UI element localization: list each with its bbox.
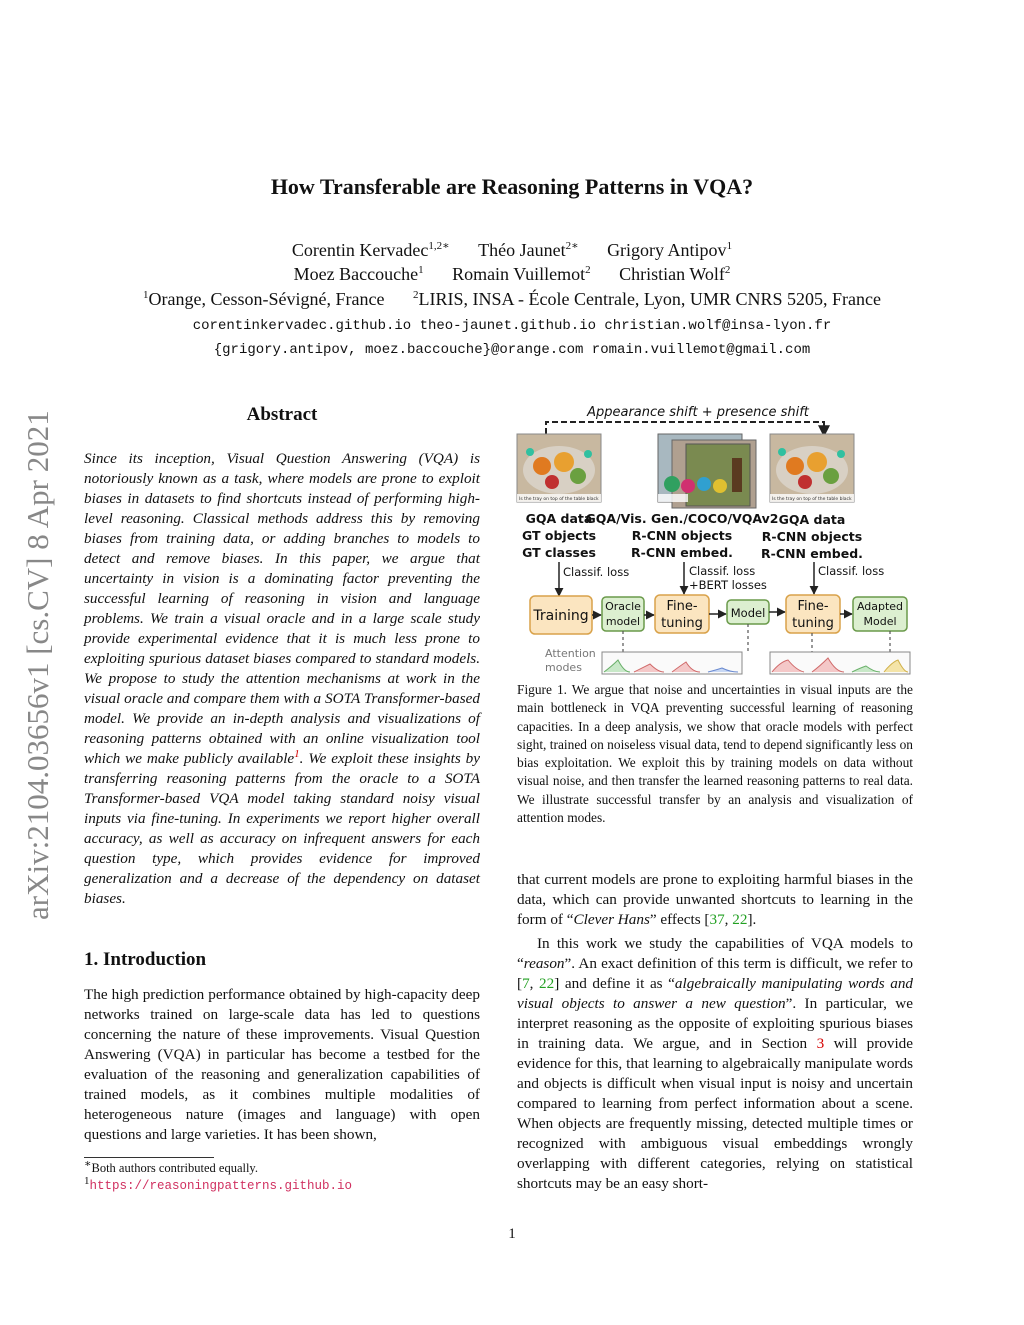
dashed-bracket — [546, 422, 824, 434]
intro-paragraph: The high prediction performance obtained by high-capacity deep networks trained on large-scale data has led to questions concerning the nature of these improvements. Visual Question Answering (VQA) in particular has become a testbed for the evaluation of the reasoning and generalization capabilities of trained models, as it combines multiple modalities of heterogeneous nature (images and language) with open questions and large varieties. It has been shown, — [84, 986, 480, 1143]
author: Christian Wolf$^2$ — [619, 264, 731, 284]
oracle-model-box — [602, 597, 644, 631]
svg-text:Model: Model — [730, 606, 766, 620]
attention-plot-2 — [770, 652, 910, 674]
model-box — [727, 600, 769, 624]
svg-text:Fine-: Fine- — [666, 599, 698, 614]
svg-text:Training: Training — [533, 608, 589, 624]
image-panel-3 — [770, 434, 854, 502]
citation-link[interactable]: 22 — [732, 911, 748, 928]
loss-label: Classif. loss — [563, 565, 630, 579]
affiliation: $^2$LIRIS, INSA - École Centrale, Lyon, UMR CNRS 5205, France — [412, 289, 881, 309]
svg-text:GQA/Vis. Gen./COCO/VQAv2: GQA/Vis. Gen./COCO/VQAv2 — [585, 511, 779, 526]
image-panel-1 — [517, 434, 601, 502]
svg-text:tuning: tuning — [661, 616, 703, 631]
loss-label: +BERT losses — [689, 578, 767, 592]
right-column-text — [517, 870, 913, 1194]
page-number: 1 — [508, 1226, 516, 1242]
citation-link[interactable]: 7 — [522, 975, 530, 992]
attention-plot-1 — [602, 652, 742, 674]
svg-text:Fine-: Fine- — [797, 599, 829, 614]
attention-label: Attention — [545, 647, 596, 660]
adapted-model-box — [853, 597, 907, 631]
authors-line-2 — [0, 264, 1024, 285]
svg-text:GQA data: GQA data — [525, 511, 593, 526]
authors-line-1 — [0, 240, 1024, 261]
svg-text:GT objects: GT objects — [521, 528, 597, 543]
figure-caption: Figure 1. We argue that noise and uncertainties in visual inputs are the main bottleneck in VQA preventing successful learning of reasoning capacities. In a deep analysis, we show that oracle models with perfect sight, trained on noiseless visual data, tend to depend significantly less on bias exploitation. We exploit this by training models on data without visual noise, and then transfer the learned reasoning patterns to real data. We illustrate successful transfer by an analysis and visualization of attention modes. — [517, 682, 913, 826]
affiliation: $^1$Orange, Cesson-Sévigné, France — [143, 289, 385, 309]
author: Grigory Antipov$^1$ — [607, 240, 733, 260]
svg-text:GQA data: GQA data — [778, 512, 846, 527]
attention-label: modes — [545, 661, 582, 674]
paper-title: How Transferable are Reasoning Patterns in VQA? — [270, 174, 754, 199]
footnote: $^1$https://reasoningpatterns.github.io — [84, 1174, 353, 1193]
citation-link[interactable]: 22 — [539, 975, 555, 992]
svg-text:R-CNN embed.: R-CNN embed. — [761, 546, 863, 561]
fine-tuning-box-2 — [786, 595, 840, 633]
image-panel-2 — [658, 434, 756, 508]
abstract-text: Since its inception, Visual Question Answering (VQA) is notoriously known as a task, where models are prone to exploit biases in datasets to find shortcuts instead of performing high-level reasoning. Classical methods address this by removing biases from training data, or adding branches to models to detect and remove biases. In this paper, we argue that uncertainty in vision is a dominating factor preventing the successful learning of reasoning in vision and language problems. We train a visual oracle and in a large scale study provide experimental evidence that it is much less prone to exploiting spurious dataset biases compared to standard models. We propose to study the attention mechanisms at work in the visual oracle and compare them with a SOTA Transformer-based model. We provide an in-depth analysis and visualizations of reasoning patterns obtained with an online visualization tool which we make publicly available$^1$. We exploit these insights by transferring reasoning patterns from the oracle to a SOTA Transformer-based VQA model taking standard noisy visual inputs via fine-tuning. In experiments we report higher overall accuracy, as well as accuracy on infrequent answers for each question type, which provides evidence for improved generalization and a decrease of the dependency on dataset biases. — [84, 450, 480, 907]
figure-column-labels — [522, 511, 863, 561]
footnote-rule — [84, 1157, 214, 1158]
svg-text:tuning: tuning — [792, 616, 834, 631]
svg-text:Model: Model — [863, 615, 897, 628]
section-heading: 1. Introduction — [84, 949, 207, 970]
emails-line-1: corentinkervadec.github.io theo-jaunet.github.io christian.wolf@insa-lyon.fr — [192, 318, 832, 334]
affiliations — [0, 289, 1024, 310]
figure-top-label: Appearance shift + presence shift — [587, 405, 809, 420]
loss-label: Classif. loss — [818, 564, 885, 578]
svg-text:Adapted: Adapted — [856, 600, 904, 613]
paragraph: In this work we study the capabilities of VQA models to “reason”. An exact definition of this term is difficult, we refer to [7, 22] and define it as “algebraically manipulating words and visual objects to answer a new question”. In particular, we interpret reasoning as the opposite of exploiting spurious biases in training data. We argue, and in Section 3 will provide evidence for this, that learning to algebraically manipulate words and objects is difficult when visual input is noisy and uncertain compared to learning from perfect information about a scene. When objects are frequently missing, detected multiple times or recognized with ambiguous visual embeddings wrongly overlapping with different categories, relying on statistical shortcuts may be an easy short- — [517, 935, 914, 1192]
svg-text:Is the tray on top of the tabl: Is the tray on top of the table black — [519, 497, 599, 502]
footnote: ∗Both authors contributed equally. — [84, 1157, 259, 1175]
svg-text:R-CNN embed.: R-CNN embed. — [631, 545, 733, 560]
emails-line-2: {grigory.antipov, moez.baccouche}@orange.com romain.vuillemot@gmail.com — [213, 342, 811, 358]
citation-link[interactable]: 37 — [709, 911, 725, 928]
paragraph: that current models are prone to exploiting harmful biases in the data, which can provide unwanted shortcuts to learning in the form of “Clever Hans” effects [37, 22]. — [517, 871, 913, 928]
fine-tuning-box-1 — [655, 595, 709, 633]
svg-text:R-CNN objects: R-CNN objects — [761, 529, 863, 544]
svg-text:model: model — [605, 615, 641, 628]
training-box — [530, 596, 592, 634]
abstract-heading: Abstract — [246, 404, 318, 425]
svg-text:Is the tray on top of the tabl: Is the tray on top of the table black — [772, 497, 852, 502]
svg-text:R-CNN objects: R-CNN objects — [631, 528, 733, 543]
footnote-link[interactable]: https://reasoningpatterns.github.io — [89, 1179, 353, 1193]
svg-text:GT classes: GT classes — [522, 545, 596, 560]
section-link[interactable]: 3 — [816, 1035, 825, 1052]
author: Théo Jaunet$^{2∗}$ — [478, 240, 579, 260]
author: Moez Baccouche$^1$ — [293, 264, 424, 284]
author: Romain Vuillemot$^2$ — [452, 264, 591, 284]
arxiv-stamp: arXiv:2104.03656v1 [cs.CV] 8 Apr 2021 — [20, 410, 55, 920]
loss-label: Classif. loss — [689, 564, 756, 578]
svg-text:Oracle: Oracle — [605, 600, 641, 613]
author: Corentin Kervadec$^{1,2∗}$ — [291, 240, 450, 260]
footnote-ref[interactable]: 1 — [294, 747, 300, 760]
figure-1 — [512, 400, 922, 676]
